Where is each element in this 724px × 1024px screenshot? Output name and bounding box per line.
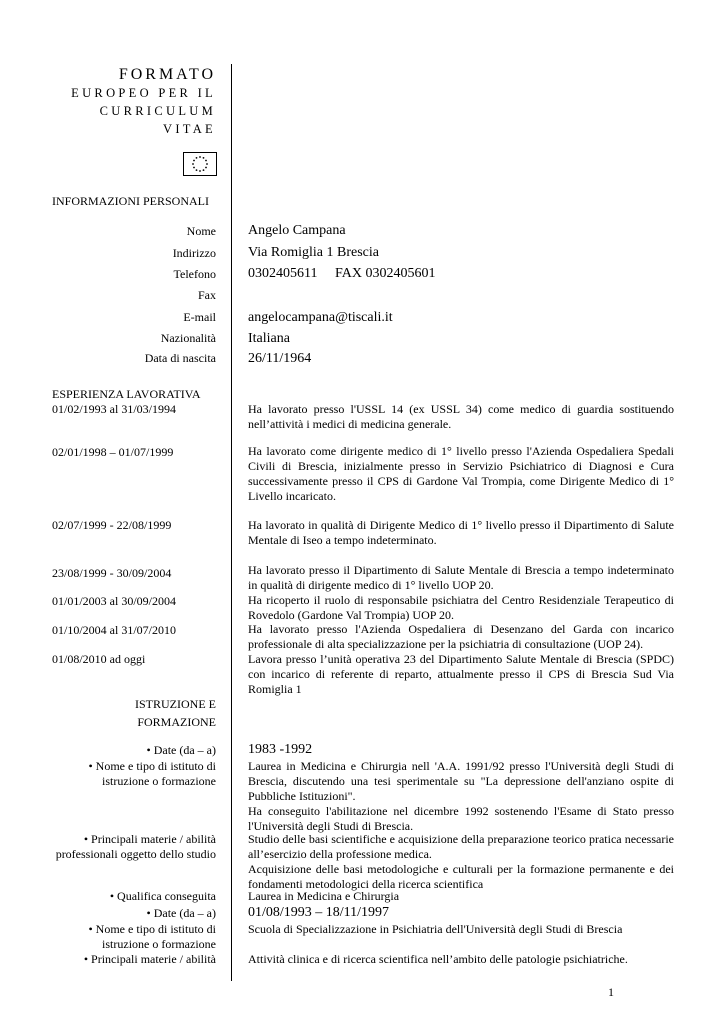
- label-indirizzo: Indirizzo: [172, 246, 216, 260]
- edu-label-subjects-1-line-1: • Principali materie / abilità: [83, 832, 216, 846]
- work-description-3: Ha lavorato in qualità di Dirigente Medico di 1° livello presso il Dipartimento di Salute Mentale di Iseo a tempo indeterminato.: [248, 518, 674, 547]
- edu-institute-1-text: Laurea in Medicina e Chirurgia nell 'A.A. 1991/92 presso l'Università degli Studi di Brescia, discutendo una tesi sperimentale su "La depressione dell'anziano ospite di Pubbliche Istituzioni".: [248, 759, 674, 803]
- value-telefono: 0302405611 FAX 0302405601: [248, 266, 436, 281]
- cv-title-line-3: CURRICULUM: [99, 104, 216, 118]
- education-title-line-2: FORMAZIONE: [137, 715, 216, 729]
- value-indirizzo: Via Romiglia 1 Brescia: [248, 245, 379, 260]
- edu-label-institute-1: [88, 759, 216, 789]
- edu-label-subjects-1-line-2: professionali oggetto dello studio: [55, 847, 216, 861]
- cv-title-line-1: FORMATO: [118, 66, 216, 83]
- work-description-1: Ha lavorato presso l'USSL 14 (ex USSL 34) come medico di guardia sostituendo nell’attività i medici di medicina generale.: [248, 402, 674, 431]
- work-date-1: 01/02/1993 al 31/03/1994: [52, 402, 176, 416]
- work-description-6: Ha lavorato presso l'Azienda Ospedaliera di Desenzano del Garda con incarico professionale di alta specializzazione per la psichiatria di consultazione (UOP 24).: [248, 622, 674, 651]
- edu-date-2: 01/08/1993 – 18/11/1997: [248, 905, 390, 920]
- eu-stars-icon: [184, 153, 216, 175]
- vertical-divider: [231, 64, 232, 981]
- edu-subjects-1: [248, 832, 674, 892]
- label-nazionalita: Nazionalità: [160, 331, 216, 345]
- work-description-7: Lavora presso l’unità operativa 23 del Dipartimento Salute Mentale di Brescia (SPDC) con incarico di referente di reparto, attualmente presso il CPS di Brescia Sud Via Romiglia 1: [248, 652, 674, 696]
- edu-label-institute-2-line-1: • Nome e tipo di istituto di: [88, 922, 216, 936]
- value-nome: Angelo Campana: [248, 223, 346, 238]
- value-email: angelocampana@tiscali.it: [248, 310, 393, 325]
- work-description-4: Ha lavorato presso il Dipartimento di Salute Mentale di Brescia a tempo indeterminato in qualità di dirigente medico di 1° livello UOP 20.: [248, 563, 674, 592]
- edu-qualification-1: Laurea in Medicina e Chirurgia: [248, 889, 400, 903]
- label-telefono: Telefono: [173, 267, 216, 281]
- edu-label-date-1: • Date (da – a): [146, 743, 216, 757]
- work-date-3: 02/07/1999 - 22/08/1999: [52, 518, 172, 532]
- value-nazionalita: Italiana: [248, 331, 290, 346]
- edu-subjects-2: Attività clinica e di ricerca scientifica nell’ambito delle patologie psichiatriche.: [248, 952, 628, 966]
- work-date-2: 02/01/1998 – 01/07/1999: [52, 445, 174, 459]
- edu-label-institute-1-line-2: istruzione o formazione: [102, 774, 216, 788]
- label-fax: Fax: [198, 288, 216, 302]
- work-date-5: 01/01/2003 al 30/09/2004: [52, 594, 176, 608]
- label-data-nascita: Data di nascita: [144, 351, 216, 365]
- work-date-7: 01/08/2010 ad oggi: [52, 652, 146, 666]
- section-personal-title: INFORMAZIONI PERSONALI: [52, 194, 210, 208]
- edu-subjects-1-extra: Acquisizione delle basi metodologiche e culturali per la formazione permanente e dei fondamenti metodologici della ricerca scientifica: [248, 862, 674, 891]
- label-nome: Nome: [186, 224, 216, 238]
- cv-title-line-4: VITAE: [163, 122, 216, 136]
- section-work-title: ESPERIENZA LAVORATIVA: [52, 387, 201, 401]
- edu-institute-2: Scuola di Specializzazione in Psichiatria dell'Università degli Studi di Brescia: [248, 922, 623, 936]
- value-data-nascita: 26/11/1964: [248, 351, 312, 366]
- edu-label-institute-1-line-1: • Nome e tipo di istituto di: [88, 759, 216, 773]
- edu-label-institute-2-line-2: istruzione o formazione: [102, 937, 216, 951]
- work-description-2: Ha lavorato come dirigente medico di 1° livello presso l'Azienda Ospedaliera Spedali Civili di Brescia, inizialmente presso in Servizio Psichiatrico di Diagnosi e Cura successivamente presso il CPS di Gardone Val Trompia, come Dirigente Medico di 1° Livello incaricato.: [248, 444, 674, 503]
- label-email: E-mail: [183, 310, 216, 324]
- edu-subjects-1-text: Studio delle basi scientifiche e acquisizione della preparazione teorico pratica necessarie all’esercizio della professione medica.: [248, 832, 674, 861]
- education-title-line-1: ISTRUZIONE E: [135, 697, 216, 711]
- cv-title: [71, 66, 216, 138]
- edu-label-institute-2: [88, 922, 216, 952]
- edu-date-1: 1983 -1992: [248, 742, 313, 757]
- edu-institute-1-extra: Ha conseguito l'abilitazione nel dicembre 1992 sostenendo l'Esame di Stato presso l'Università degli Studi di Brescia.: [248, 804, 674, 833]
- eu-flag-logo: [183, 152, 217, 176]
- edu-institute-1: [248, 759, 674, 834]
- work-date-4: 23/08/1999 - 30/09/2004: [52, 566, 172, 580]
- section-education-title: [135, 695, 216, 731]
- cv-title-line-2: EUROPEO PER IL: [71, 86, 216, 100]
- edu-label-subjects-2: • Principali materie / abilità: [83, 952, 216, 966]
- work-description-5: Ha ricoperto il ruolo di responsabile psichiatra del Centro Residenziale Terapeutico di Rovedolo (Gardone Val Trompia) UOP 20.: [248, 593, 674, 622]
- edu-label-date-2: • Date (da – a): [146, 906, 216, 920]
- work-date-6: 01/10/2004 al 31/07/2010: [52, 623, 176, 637]
- page-number: 1: [608, 985, 614, 999]
- edu-label-qualification-1: • Qualifica conseguita: [109, 889, 216, 903]
- edu-label-subjects-1: [56, 832, 216, 862]
